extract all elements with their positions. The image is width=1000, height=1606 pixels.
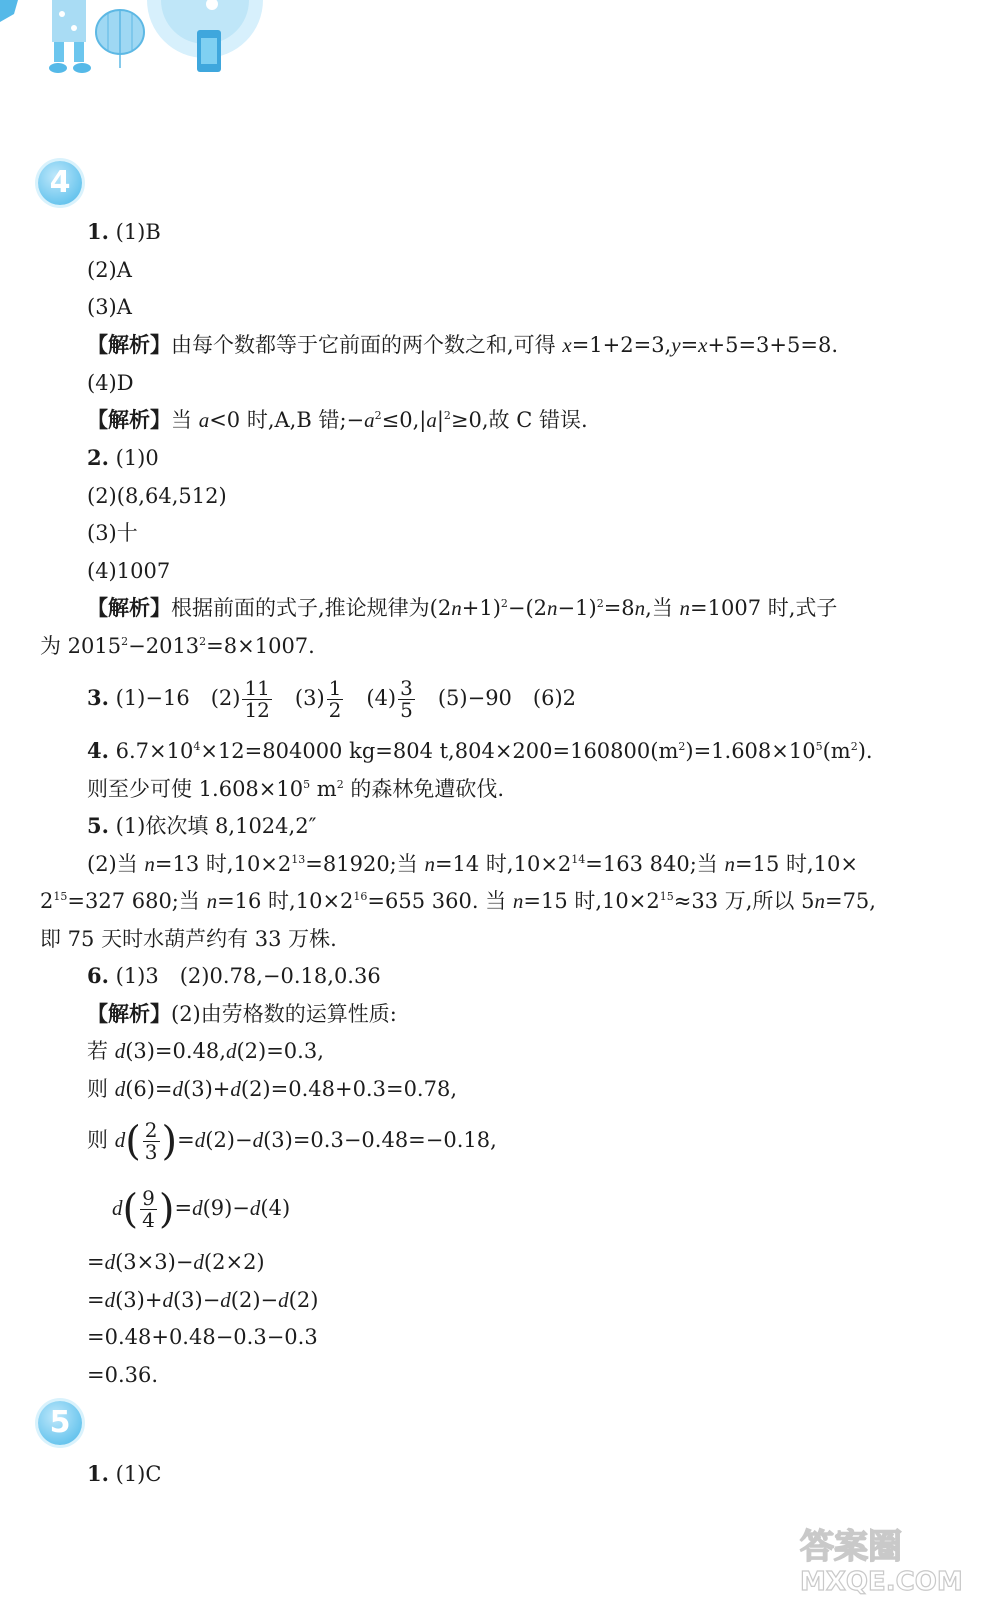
header-decoration (0, 0, 290, 90)
q1-line-1: 1. (1)B (87, 219, 161, 244)
fraction-11-12: $\frac{11}{12}$ (244, 676, 270, 722)
q1-analysis-4: 【解析】当 a<0 时,A,B 错$;-a^2\le 0,|a|^2\ge 0$,故 C 错误. (87, 407, 588, 432)
q2-line-3: (3)十 (87, 521, 138, 545)
section-badge-5: 5 (38, 1401, 82, 1445)
q6-step-6: =d(3)+d(3)−d(2)−d(2) (87, 1288, 319, 1312)
fraction-1-2: $\frac{1}{2}$ (328, 676, 342, 722)
fraction-3-5: $\frac{3}{5}$ (400, 676, 413, 722)
q2-analysis: 【解析】根据前面的式子,推论规律为$(2n+1)^2-(2n-1)^2=8n$,当 n=1007 时,式子 (87, 595, 838, 620)
q5-line-3: $2^{15}=327$ 680;当 n=16 时$,10\times 2^{16}=655$ 360. 当 n=15 时$,10\times 2^{15}\approx 33$ 万,所以 5n=75, (40, 889, 876, 913)
watermark-logo (792, 1516, 972, 1596)
q5-line-2: (2)当 n=13 时$,10\times 2^{13}=81920$;当 n=14 时$,10\times 2^{14}=163$ 840;当 n=15 时,10× (87, 852, 858, 876)
q6-step-7: =0.48+0.48−0.3−0.3 (87, 1325, 318, 1349)
q4-line-2: 则至少可使 $1.608\times 10^5$ $m^2$ 的森林免遭砍伐. (87, 777, 505, 801)
q1-line-4: (4)D (87, 371, 134, 395)
q5-line-1: 5. (1)依次填 8,1024,2″ (87, 813, 317, 838)
q6-step-1: 若 d(3)=0.48,d(2)=0.3, (87, 1039, 324, 1063)
s5-q1-line: 1. (1)C (87, 1461, 162, 1486)
q6-step-8: =0.36. (87, 1363, 159, 1387)
svg-text:答案圈: 答案圈 (800, 1527, 902, 1567)
q6-step-4: d( $\frac{9}{4}$ )=d(9)−d(4) (112, 1186, 291, 1233)
q6-step-5: =d(3×3)−d(2×2) (87, 1250, 265, 1274)
fraction-2-3: $\frac{2}{3}$ (144, 1118, 158, 1164)
q4-line-1: 4. $6.7\times 10^4\times 12=804000$ kg=804 $t,804\times 200=160800(m^2)=1.608\times 10^5(m^2)$. (87, 738, 873, 763)
q6-analysis: 【解析】(2)由劳格数的运算性质: (87, 1001, 397, 1026)
q1-line-2: (2)A (87, 258, 132, 282)
q6-step-2: 则 d(6)=d(3)+d(2)=0.48+0.3=0.78, (87, 1077, 457, 1101)
q2-line-2: (2)(8,64,512) (87, 484, 227, 508)
q1-line-3: (3)A (87, 295, 132, 319)
q3-line: 3. (1)−16 (2) $\frac{11}{12}$ (3) $\frac{1}{2}$ (4) $\frac{3}{5}$ (5)−90 (6)2 (87, 676, 577, 722)
svg-text:MXQE.COM: MXQE.COM (800, 1567, 963, 1596)
q1-analysis-3: 【解析】由每个数都等于它前面的两个数之和,可得 x=1+2=3,y=x+5=3+5=8. (87, 332, 839, 357)
section-badge-4: 4 (38, 161, 82, 205)
q2-line-1: 2. (1)0 (87, 445, 159, 470)
q2-analysis-cont: 为 $2015^2-2013^2=8\times 1007$. (40, 634, 315, 658)
q2-line-4: (4)1007 (87, 559, 171, 583)
q5-line-4: 即 75 天时水葫芦约有 33 万株. (40, 927, 337, 951)
q6-step-3: 则 d( $\frac{2}{3}$ )=d(2)−d(3)=0.3−0.48=−0.18, (87, 1118, 497, 1165)
fraction-9-4: $\frac{9}{4}$ (142, 1186, 155, 1232)
q6-line: 6. (1)3 (2)0.78,−0.18,0.36 (87, 963, 381, 988)
